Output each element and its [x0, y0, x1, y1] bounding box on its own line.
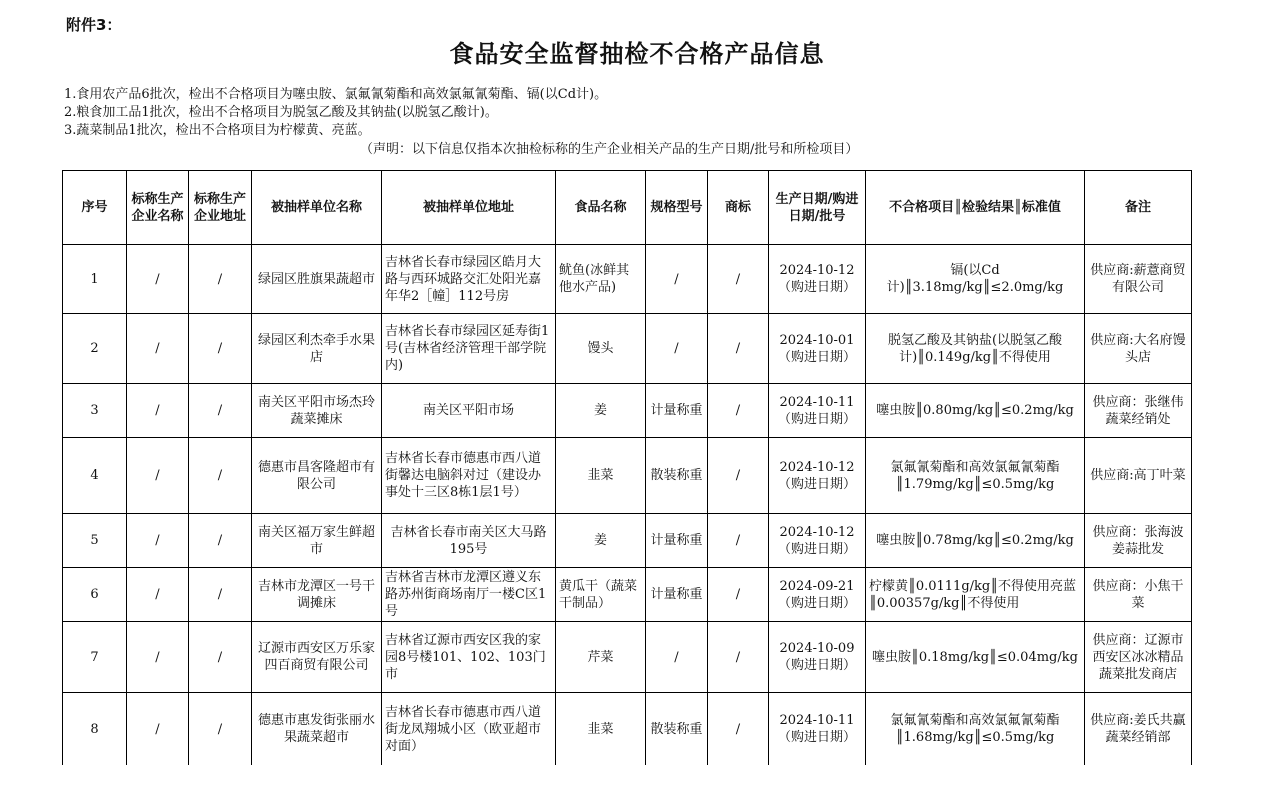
header-seq: 序号: [63, 171, 127, 245]
cell-seq: 7: [63, 622, 127, 693]
cell-brand: /: [708, 622, 769, 693]
table-row: [63, 622, 1192, 693]
header-brand: 商标: [708, 171, 769, 245]
cell-remark: 供应商:大名府馒头店: [1085, 314, 1192, 384]
cell-sampled-name: 绿园区利杰牵手水果店: [252, 314, 382, 384]
cell-mfr-name: /: [127, 384, 189, 438]
cell-sampled-addr: 吉林省长春市绿园区延寿街1号(吉林省经济管理干部学院内): [382, 314, 556, 384]
header-row: [63, 171, 1192, 245]
cell-spec: 散装称重: [646, 693, 708, 766]
cell-date: 2024-10-11（购进日期）: [769, 384, 866, 438]
disclaimer: （声明：以下信息仅指本次抽检标称的生产企业相关产品的生产日期/批号和所检项目）: [360, 142, 859, 157]
cell-sampled-name: 绿园区胜旗果蔬超市: [252, 245, 382, 314]
header-mfr-name: 标称生产企业名称: [127, 171, 189, 245]
cell-sampled-name: 辽源市西安区万乐家四百商贸有限公司: [252, 622, 382, 693]
table-row: [63, 568, 1192, 622]
cell-brand: /: [708, 568, 769, 622]
cell-mfr-addr: /: [189, 568, 252, 622]
cell-spec: 计量称重: [646, 514, 708, 568]
cell-sampled-addr: 吉林省吉林市龙潭区遵义东路苏州街商场南厅一楼C区1号: [382, 568, 556, 622]
cell-seq: 2: [63, 314, 127, 384]
cell-seq: 5: [63, 514, 127, 568]
cell-sampled-name: 德惠市惠发街张丽水果蔬菜超市: [252, 693, 382, 766]
cell-food: 鱿鱼(冰鲜其他水产品): [556, 245, 646, 314]
table-row: [63, 514, 1192, 568]
table-row: [63, 693, 1192, 766]
cell-seq: 6: [63, 568, 127, 622]
cell-mfr-addr: /: [189, 514, 252, 568]
cell-remark: 供应商：张继伟蔬菜经销处: [1085, 384, 1192, 438]
cell-sampled-addr: 吉林省长春市绿园区皓月大路与西环城路交汇处阳光嘉年华2［幢］112号房: [382, 245, 556, 314]
cell-mfr-addr: /: [189, 314, 252, 384]
cell-spec: 计量称重: [646, 568, 708, 622]
cell-mfr-addr: /: [189, 384, 252, 438]
cell-brand: /: [708, 438, 769, 514]
cell-seq: 4: [63, 438, 127, 514]
cell-sampled-addr: 吉林省长春市德惠市西八道街馨达电脑斜对过（建设办事处十三区8栋1层1号）: [382, 438, 556, 514]
cell-date: 2024-10-01（购进日期）: [769, 314, 866, 384]
cell-seq: 3: [63, 384, 127, 438]
cell-food: 芹菜: [556, 622, 646, 693]
cell-mfr-name: /: [127, 438, 189, 514]
cell-date: 2024-10-09（购进日期）: [769, 622, 866, 693]
header-food: 食品名称: [556, 171, 646, 245]
cell-remark: 供应商：辽源市西安区冰冰精品蔬菜批发商店: [1085, 622, 1192, 693]
table-row: [63, 314, 1192, 384]
note-line: 3.蔬菜制品1批次，检出不合格项目为柠檬黄、亮蓝。: [64, 123, 371, 138]
cell-food: 韭菜: [556, 438, 646, 514]
cell-brand: /: [708, 514, 769, 568]
cell-fail: 脱氢乙酸及其钠盐(以脱氢乙酸计)║0.149g/kg║不得使用: [866, 314, 1085, 384]
cell-food: 馒头: [556, 314, 646, 384]
cell-remark: 供应商:薪薏商贸有限公司: [1085, 245, 1192, 314]
cell-mfr-addr: /: [189, 438, 252, 514]
cell-sampled-addr: 吉林省辽源市西安区我的家园8号楼101、102、103门市: [382, 622, 556, 693]
cell-mfr-addr: /: [189, 245, 252, 314]
header-sampled-name: 被抽样单位名称: [252, 171, 382, 245]
cell-fail: 氯氟氰菊酯和高效氯氟氰菊酯║1.79mg/kg║≤0.5mg/kg: [866, 438, 1085, 514]
cell-date: 2024-10-12（购进日期）: [769, 438, 866, 514]
cell-mfr-name: /: [127, 314, 189, 384]
cell-mfr-name: /: [127, 693, 189, 766]
cell-mfr-name: /: [127, 245, 189, 314]
notes-block: [64, 86, 607, 140]
cell-date: 2024-10-11（购进日期）: [769, 693, 866, 766]
cell-spec: /: [646, 622, 708, 693]
cell-brand: /: [708, 245, 769, 314]
cell-sampled-name: 德惠市昌客隆超市有限公司: [252, 438, 382, 514]
cell-food: 黄瓜干（蔬菜干制品）: [556, 568, 646, 622]
cell-remark: 供应商:高丁叶菜: [1085, 438, 1192, 514]
cell-sampled-name: 吉林市龙潭区一号干调摊床: [252, 568, 382, 622]
cell-food: 姜: [556, 384, 646, 438]
header-spec: 规格型号: [646, 171, 708, 245]
header-sampled-addr: 被抽样单位地址: [382, 171, 556, 245]
cell-spec: /: [646, 314, 708, 384]
product-table: [62, 170, 1192, 765]
cell-fail: 镉(以Cd计)║3.18mg/kg║≤2.0mg/kg: [866, 245, 1085, 314]
cell-date: 2024-10-12（购进日期）: [769, 245, 866, 314]
note-line: 2.粮食加工品1批次，检出不合格项目为脱氢乙酸及其钠盐(以脱氢乙酸计)。: [64, 105, 498, 120]
header-remark: 备注: [1085, 171, 1192, 245]
table-row: [63, 245, 1192, 314]
page-title: 食品安全监督抽检不合格产品信息: [449, 40, 825, 68]
cell-remark: 供应商:姜氏共赢蔬菜经销部: [1085, 693, 1192, 766]
cell-remark: 供应商：小焦干菜: [1085, 568, 1192, 622]
cell-mfr-addr: /: [189, 622, 252, 693]
cell-date: 2024-10-12（购进日期）: [769, 514, 866, 568]
cell-spec: 散装称重: [646, 438, 708, 514]
cell-fail: 氯氟氰菊酯和高效氯氟氰菊酯║1.68mg/kg║≤0.5mg/kg: [866, 693, 1085, 766]
note-line: 1.食用农产品6批次，检出不合格项目为噻虫胺、氯氟氰菊酯和高效氯氟氰菊酯、镉(以Cd计)。: [64, 87, 608, 102]
cell-brand: /: [708, 693, 769, 766]
cell-sampled-addr: 吉林省长春市德惠市西八道街龙凤翔城小区（欧亚超市对面）: [382, 693, 556, 766]
cell-mfr-addr: /: [189, 693, 252, 766]
cell-seq: 1: [63, 245, 127, 314]
table-row: [63, 384, 1192, 438]
cell-mfr-name: /: [127, 622, 189, 693]
cell-fail: 噻虫胺║0.80mg/kg║≤0.2mg/kg: [866, 384, 1085, 438]
cell-brand: /: [708, 384, 769, 438]
cell-food: 韭菜: [556, 693, 646, 766]
cell-fail: 噻虫胺║0.78mg/kg║≤0.2mg/kg: [866, 514, 1085, 568]
header-mfr-addr: 标称生产企业地址: [189, 171, 252, 245]
attachment-label: 附件3：: [66, 16, 122, 34]
cell-sampled-name: 南关区福万家生鲜超市: [252, 514, 382, 568]
cell-remark: 供应商：张海波姜蒜批发: [1085, 514, 1192, 568]
cell-date: 2024-09-21（购进日期）: [769, 568, 866, 622]
cell-sampled-addr: 吉林省长春市南关区大马路195号: [382, 514, 556, 568]
cell-food: 姜: [556, 514, 646, 568]
header-fail: 不合格项目║检验结果║标准值: [866, 171, 1085, 245]
cell-brand: /: [708, 314, 769, 384]
cell-spec: 计量称重: [646, 384, 708, 438]
table-row: [63, 438, 1192, 514]
cell-fail: 柠檬黄║0.0111g/kg║不得使用亮蓝║0.00357g/kg║不得使用: [866, 568, 1085, 622]
cell-mfr-name: /: [127, 568, 189, 622]
cell-fail: 噻虫胺║0.18mg/kg║≤0.04mg/kg: [866, 622, 1085, 693]
header-date: 生产日期/购进日期/批号: [769, 171, 866, 245]
cell-sampled-addr: 南关区平阳市场: [382, 384, 556, 438]
cell-spec: /: [646, 245, 708, 314]
cell-seq: 8: [63, 693, 127, 766]
cell-mfr-name: /: [127, 514, 189, 568]
cell-sampled-name: 南关区平阳市场杰玲蔬菜摊床: [252, 384, 382, 438]
